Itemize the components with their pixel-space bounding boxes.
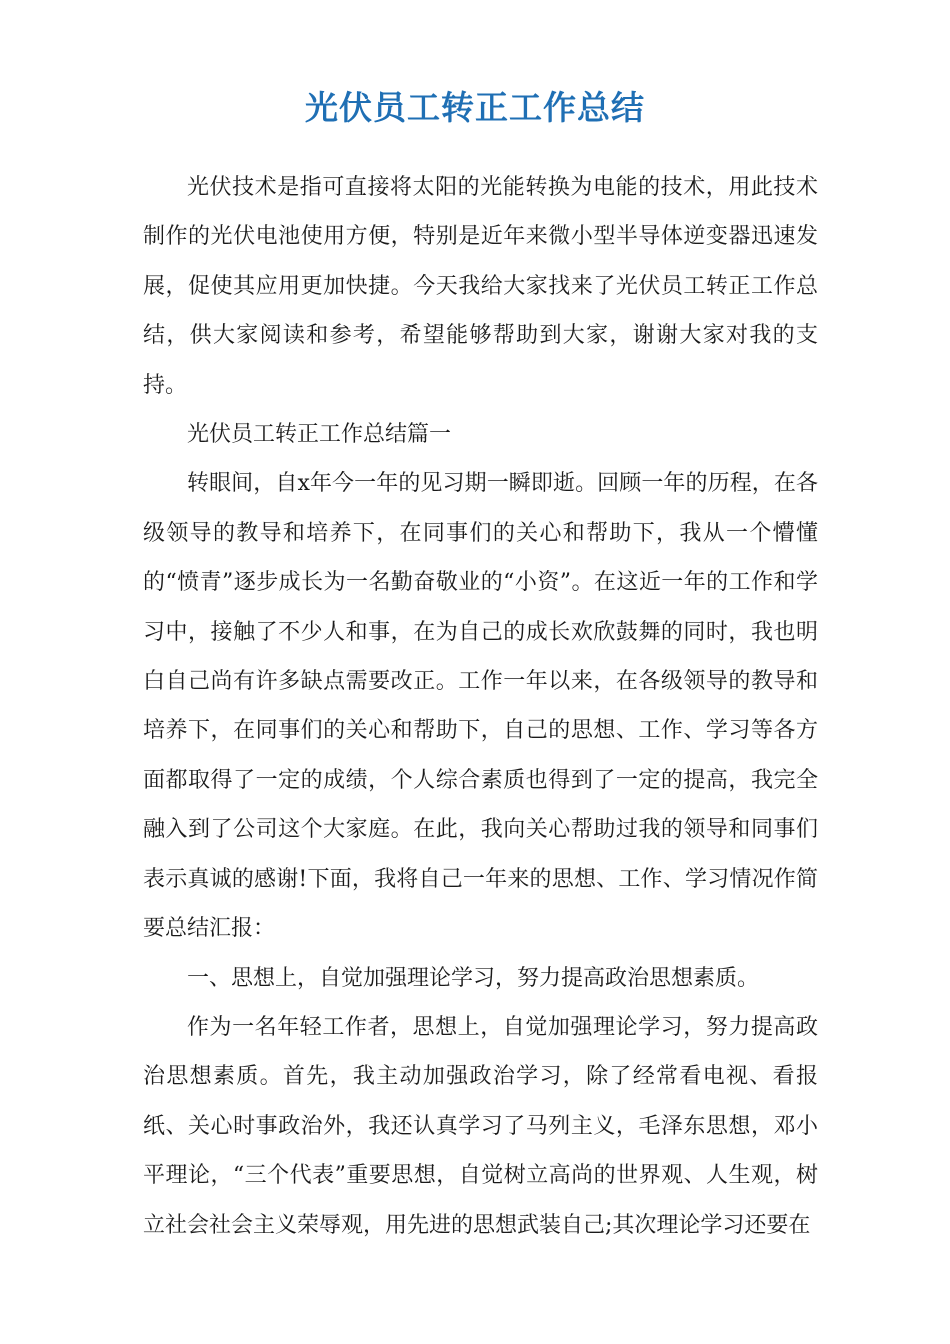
paragraph-intro: 光伏技术是指可直接将太阳的光能转换为电能的技术，用此技术制作的光伏电池使用方便，特别是近年来微小型半导体逆变器迅速发展，促使其应用更加快捷。今天我给大家找来了光伏员工转正工作总结，供大家阅读和参考，希望能够帮助到大家，谢谢大家对我的支持。	[143, 175, 818, 398]
paragraph-review: 转眼间，自x年今一年的见习期一瞬即逝。回顾一年的历程，在各级领导的教导和培养下，在同事们的关心和帮助下，我从一个懵懂的“愤青”逐步成长为一名勤奋敬业的“小资”。在这近一年的工作和学习中，接触了不少人和事，在为自己的成长欢欣鼓舞的同时，我也明白自己尚有许多缺点需要改正。工作一年以来，在各级领导的教导和培养下，在同事们的关心和帮助下，自己的思想、工作、学习等各方面都取得了一定的成绩，个人综合素质也得到了一定的提高，我完全融入到了公司这个大家庭。在此，我向关心帮助过我的领导和同事们表示真诚的感谢!下面，我将自己一年来的思想、工作、学习情况作简要总结汇报：	[143, 471, 818, 942]
document-body	[143, 163, 818, 1250]
paragraph-thought: 作为一名年轻工作者，思想上，自觉加强理论学习，努力提高政治思想素质。首先，我主动加强政治学习，除了经常看电视、看报纸、关心时事政治外，我还认真学习了马列主义，毛泽东思想，邓小平理论，“三个代表”重要思想，自觉树立高尚的世界观、人生观，树立社会社会主义荣辱观，用先进的思想武装自己;其次理论学习还要在	[143, 1014, 818, 1238]
section-heading: 光伏员工转正工作总结篇一	[187, 422, 452, 448]
document-title: 光伏员工转正工作总结	[305, 88, 645, 127]
subheading-thought: 一、思想上，自觉加强理论学习，努力提高政治思想素质。	[187, 965, 760, 991]
